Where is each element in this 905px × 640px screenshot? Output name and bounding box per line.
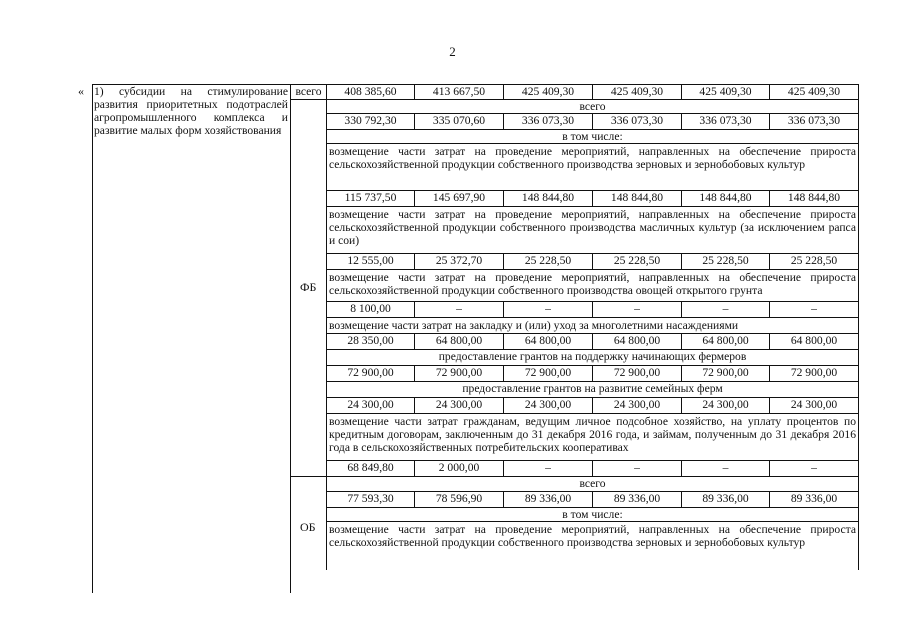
ob-total-value: 89 336,00	[681, 491, 770, 508]
fb-total-value: 336 073,30	[592, 113, 682, 130]
ob-including: в том числе:	[326, 507, 859, 522]
fb-item-value: 148 844,80	[592, 190, 682, 207]
fb-item-value: –	[592, 460, 682, 477]
fb-item-value: 148 844,80	[681, 190, 770, 207]
fb-item-value: 25 372,70	[414, 253, 504, 270]
fb-item-value: –	[769, 301, 859, 318]
ob-total-value: 78 596,90	[414, 491, 504, 508]
fb-item-value: 25 228,50	[592, 253, 682, 270]
fb-item-value: –	[414, 301, 504, 318]
total-value: 425 409,30	[769, 84, 859, 100]
fb-total-value: 336 073,30	[681, 113, 770, 130]
fb-item-value: 24 300,00	[592, 397, 682, 414]
fb-item-text: возмещение части затрат на проведение мероприятий, направленных на обеспечение прироста сельскохозяйственной продукции собственного производства овощей открытого грунта	[326, 269, 859, 302]
ob-total-value: 89 336,00	[769, 491, 859, 508]
fb-item-text: предоставление грантов на развитие семейных ферм	[326, 381, 859, 398]
fb-item-value: 8 100,00	[326, 301, 415, 318]
fb-item-value: 24 300,00	[414, 397, 504, 414]
ob-source-label: ОБ	[300, 520, 316, 534]
fb-item-value: 145 697,90	[414, 190, 504, 207]
fb-item-value: 25 228,50	[769, 253, 859, 270]
fb-item-value: 72 900,00	[503, 365, 593, 382]
ob-total-value: 89 336,00	[592, 491, 682, 508]
fb-item-value: 72 900,00	[326, 365, 415, 382]
fb-item-value: 28 350,00	[326, 333, 415, 350]
fb-total-header: всего	[326, 99, 859, 114]
fb-including: в том числе:	[326, 129, 859, 144]
fb-item-text: возмещение части затрат на проведение мероприятий, направленных на обеспечение прироста сельскохозяйственной продукции собственного производства масличных культур (за исключением рапса и сои)	[326, 206, 859, 254]
fb-item-value: 148 844,80	[769, 190, 859, 207]
total-value: 425 409,30	[592, 84, 682, 100]
fb-item-value: 64 800,00	[681, 333, 770, 350]
fb-item-value: 72 900,00	[414, 365, 504, 382]
fb-item-value: 12 555,00	[326, 253, 415, 270]
fb-item-value: 24 300,00	[503, 397, 593, 414]
fb-item-value: 64 800,00	[503, 333, 593, 350]
program-item-label: 1) субсидии на стимулирование развития приоритетных подотраслей агропромышленного комплекса и развитие малых форм хозяйствования	[94, 85, 288, 137]
ob-total-header: всего	[326, 476, 859, 492]
fb-item-text: возмещение части затрат гражданам, ведущим личное подсобное хозяйство, на уплату процентов по кредитным договорам, заключенным до 31 декабря 2016 года, и займам, полученным до 31 декабря 2016 года в сельскохозяйственных потребительских кооперативах	[326, 413, 859, 461]
fb-item-value: 25 228,50	[503, 253, 593, 270]
fb-item-value: 64 800,00	[592, 333, 682, 350]
total-value: 413 667,50	[414, 84, 504, 100]
fb-item-value: 72 900,00	[769, 365, 859, 382]
fb-item-value: –	[681, 301, 770, 318]
fb-item-value: 25 228,50	[681, 253, 770, 270]
fb-item-value: 115 737,50	[326, 190, 415, 207]
fb-item-text: возмещение части затрат на проведение мероприятий, направленных на обеспечение прироста сельскохозяйственной продукции собственного производства зерновых и зернобобовых культур	[326, 143, 859, 191]
fb-item-value: 148 844,80	[503, 190, 593, 207]
fb-item-value: –	[503, 460, 593, 477]
fb-item-value: 24 300,00	[326, 397, 415, 414]
fb-item-value: 24 300,00	[769, 397, 859, 414]
fb-item-value: –	[769, 460, 859, 477]
fb-item-value: 72 900,00	[592, 365, 682, 382]
ob-item-text: возмещение части затрат на проведение мероприятий, направленных на обеспечение прироста сельскохозяйственной продукции собственного производства зерновых и зернобобовых культур	[326, 521, 859, 570]
fb-source-label: ФБ	[300, 279, 317, 294]
total-value: 425 409,30	[503, 84, 593, 100]
fb-item-value: 68 849,80	[326, 460, 415, 477]
total-value: 425 409,30	[681, 84, 770, 100]
program-item-cell	[92, 84, 291, 593]
fb-item-value: 72 900,00	[681, 365, 770, 382]
page-number: 2	[449, 44, 456, 59]
fb-item-value: 64 800,00	[769, 333, 859, 350]
fb-item-text: возмещение части затрат на закладку и (или) уход за многолетними насаждениями	[326, 317, 859, 334]
fb-item-text: предоставление грантов на поддержку начинающих фермеров	[326, 349, 859, 366]
ob-total-value: 89 336,00	[503, 491, 593, 508]
fb-total-value: 336 073,30	[769, 113, 859, 130]
fb-total-value: 336 073,30	[503, 113, 593, 130]
ob-total-value: 77 593,30	[326, 491, 415, 508]
fb-item-value: –	[681, 460, 770, 477]
fb-item-value: 24 300,00	[681, 397, 770, 414]
fb-item-value: –	[503, 301, 593, 318]
total-value: 408 385,60	[326, 84, 415, 100]
fb-total-value: 330 792,30	[326, 113, 415, 130]
fb-total-value: 335 070,60	[414, 113, 504, 130]
total-label: всего	[290, 84, 327, 100]
quote-mark: «	[78, 84, 84, 98]
fb-item-value: 2 000,00	[414, 460, 504, 477]
fb-item-value: –	[592, 301, 682, 318]
fb-item-value: 64 800,00	[414, 333, 504, 350]
